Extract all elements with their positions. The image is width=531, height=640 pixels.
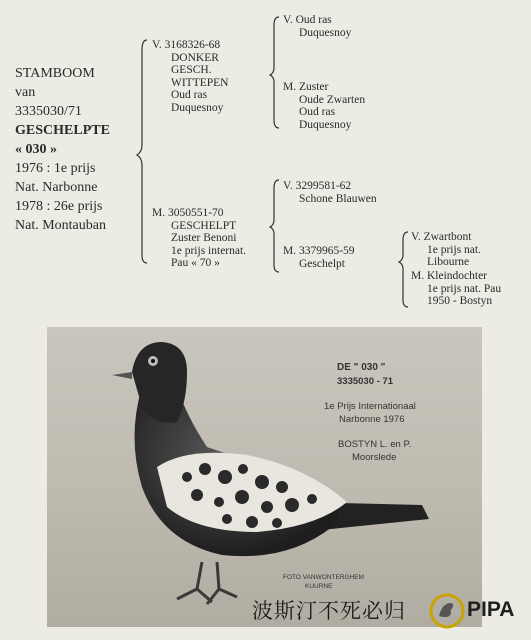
mother-line-2: Zuster Benoni — [171, 232, 237, 245]
mmm-line-3: 1950 - Bostyn — [427, 295, 493, 308]
stamboom-van: van — [15, 85, 36, 100]
mm-line-1: M. 3379965-59 — [283, 245, 355, 257]
stamboom-name: GESCHELPTE — [15, 123, 110, 138]
father-line-1: DONKER — [171, 51, 219, 64]
photo-ring: 3335030 - 71 — [337, 376, 393, 387]
mother-ring: M. 3050551-70 — [152, 207, 224, 219]
father-line-5: Duquesnoy — [171, 101, 224, 114]
fm-line-3: Oud ras — [299, 106, 336, 119]
father-node — [152, 39, 228, 115]
mm-mother-node — [411, 270, 501, 308]
pigeon-illustration — [47, 327, 482, 627]
father-line-3: WITTEPEN — [171, 76, 229, 89]
mmf-line-3: Libourne — [427, 256, 470, 269]
mm-line-2: Geschelpt — [299, 257, 345, 270]
mother-line-3: 1e prijs internat. — [171, 244, 247, 257]
mother-line-1: GESCHELPT — [171, 219, 237, 232]
pigeon-legs — [177, 562, 237, 604]
photo-town: Moorslede — [352, 452, 397, 463]
fm-line-4: Duquesnoy — [299, 118, 352, 131]
mmf-line-2: 1e prijs nat. — [427, 243, 481, 256]
father-mother-node — [283, 81, 365, 131]
fm-line-2: Oude Zwarten — [299, 93, 366, 106]
mf-line-1: V. 3299581-62 — [283, 180, 352, 192]
photo-prize-1: 1e Prijs Internationaal — [324, 401, 416, 412]
mother-mother-node — [283, 245, 355, 270]
mother-node — [152, 207, 246, 270]
pigeon-photo — [47, 327, 482, 627]
ff-line-2: Duquesnoy — [299, 26, 352, 39]
photo-name: DE " 030 " — [337, 362, 386, 373]
watermark-chinese-text: 波斯汀不死必归 — [252, 599, 406, 623]
pipa-pigeon-logo-icon — [428, 592, 466, 630]
father-line-2: GESCH. — [171, 64, 212, 77]
father-ring: V. 3168326-68 — [152, 39, 221, 51]
mf-line-2: Schone Blauwen — [299, 192, 377, 205]
pigeon-beak — [112, 372, 132, 379]
father-father-node — [283, 14, 351, 39]
mother-father-node — [283, 180, 377, 205]
stamboom-result-2b: Nat. Montauban — [15, 218, 106, 233]
stamboom-title: STAMBOOM — [15, 66, 95, 81]
mmm-line-1: M. Kleindochter — [411, 270, 488, 282]
watermark-pipa-brand: PIPA — [467, 598, 515, 621]
stamboom-result-1a: 1976 : 1e prijs — [15, 161, 96, 176]
mm-father-node — [411, 231, 481, 269]
fm-line-1: M. Zuster — [283, 81, 329, 93]
mother-line-4: Pau « 70 » — [171, 257, 220, 270]
father-line-4: Oud ras — [171, 89, 208, 102]
stamboom-nickname: « 030 » — [15, 142, 57, 157]
stamboom-result-1b: Nat. Narbonne — [15, 180, 98, 195]
stamboom-ring: 3335030/71 — [15, 104, 82, 119]
mmm-line-2: 1e prijs nat. Pau — [427, 282, 502, 295]
ff-line-1: V. Oud ras — [283, 14, 332, 26]
photo-prize-2: Narbonne 1976 — [339, 414, 405, 425]
photo-credit-2: KUURNE — [305, 583, 333, 590]
stamboom-result-2a: 1978 : 26e prijs — [15, 199, 103, 214]
stamboom-block — [15, 64, 110, 235]
mmf-line-1: V. Zwartbont — [411, 231, 472, 243]
photo-owner: BOSTYN L. en P. — [338, 439, 412, 450]
photo-credit-1: FOTO VANWONTERGHEM — [283, 574, 365, 581]
